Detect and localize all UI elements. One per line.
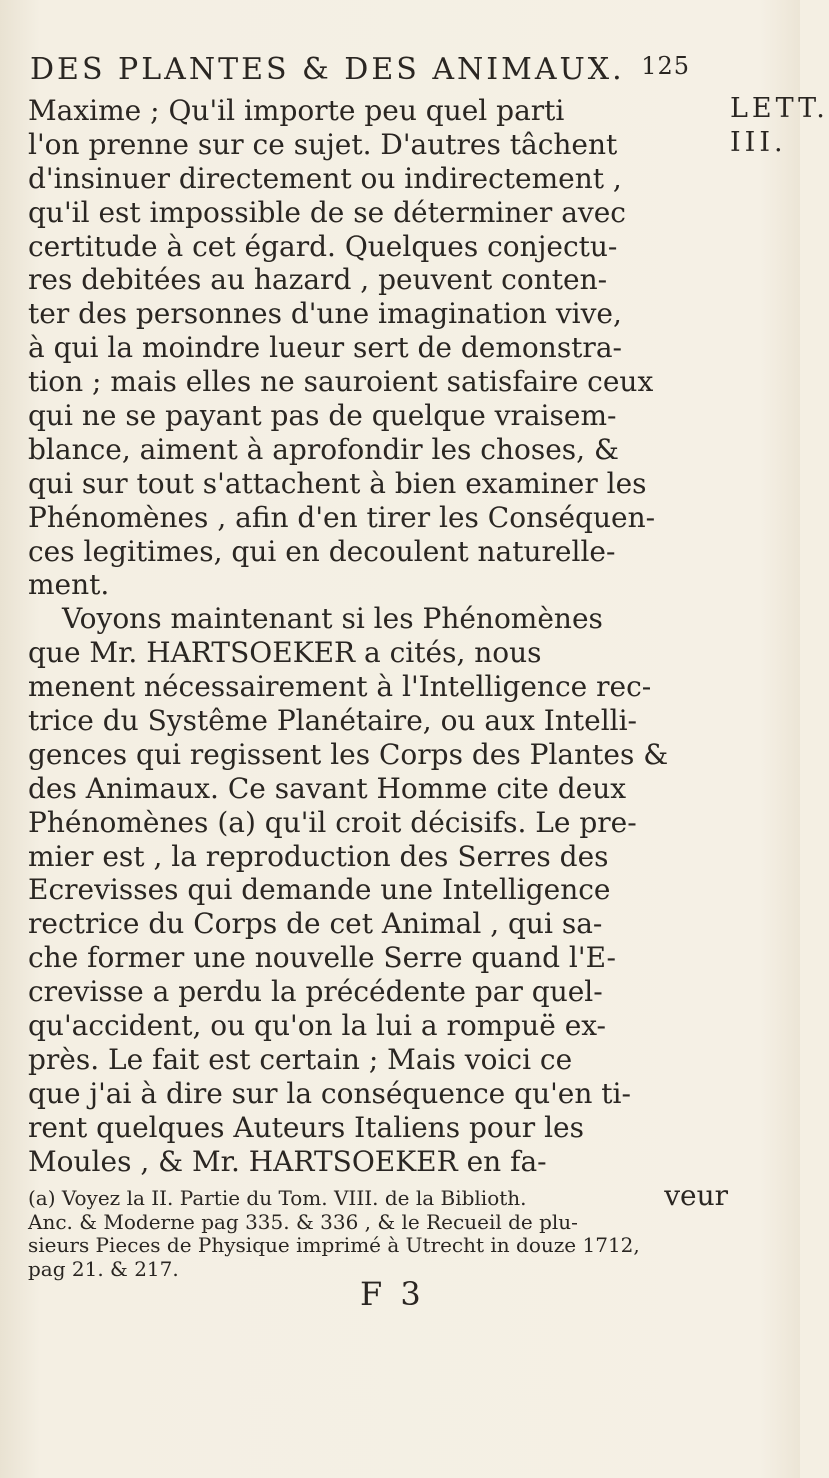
running-head-title: DES PLANTES & DES ANIMAUX. (30, 52, 625, 87)
text-line: gences qui regissent les Corps des Plantes & (28, 737, 669, 771)
footnote-line: sieurs Pieces de Physique imprimé à Utrecht in douze 1712, (28, 1233, 640, 1257)
text-line: certitude à cet égard. Quelques conjectu- (28, 229, 618, 263)
text-line: qu'il est impossible de se déterminer avec (28, 195, 626, 229)
text-line: près. Le fait est certain ; Mais voici ce (28, 1042, 573, 1076)
footnote (28, 1187, 728, 1281)
body-text (28, 94, 728, 1212)
text-line: Maxime ; Qu'il importe peu quel parti (28, 94, 565, 127)
footnote-line: pag 21. & 217. (28, 1256, 179, 1281)
text-line: qui sur tout s'attachent à bien examiner les (28, 466, 647, 500)
text-line: des Animaux. Ce savant Homme cite deux (28, 771, 627, 805)
text-line: que Mr. HARTSOEKER a cités, nous (28, 636, 542, 670)
margin-note-line: III. (730, 126, 787, 158)
text-line: blance, aiment à aprofondir les choses, & (28, 432, 619, 466)
text-line: ter des personnes d'une imagination vive, (28, 297, 622, 331)
margin-note (730, 92, 829, 160)
text-line: Phénomènes , afin d'en tirer les Conséquen- (28, 500, 656, 534)
text-line: qu'accident, ou qu'on la lui a rompuë ex- (28, 1009, 607, 1043)
text-line: l'on prenne sur ce sujet. D'autres tâchent (28, 127, 618, 161)
running-head (30, 52, 690, 87)
signature-mark: F 3 (360, 1275, 425, 1313)
text-line: ment. (28, 568, 110, 602)
catchword: veur (664, 1178, 728, 1212)
text-line: à qui la moindre lueur sert de demonstra- (28, 331, 622, 365)
footnote-line: Anc. & Moderne pag 335. & 336 , & le Recueil de plu- (28, 1209, 578, 1234)
text-line: rent quelques Auteurs Italiens pour les (28, 1110, 584, 1144)
text-line: Voyons maintenant si les Phénomènes (62, 602, 603, 636)
text-line: d'insinuer directement ou indirectement , (28, 161, 622, 195)
text-line: menent nécessairement à l'Intelligence rec- (28, 670, 652, 704)
text-line: ces legitimes, qui en decoulent naturelle- (28, 534, 616, 568)
text-line: rectrice du Corps de cet Animal , qui sa- (28, 907, 603, 941)
text-line: tion ; mais elles ne sauroient satisfaire ceux (28, 365, 654, 399)
text-line: Ecrevisses qui demande une Intelligence (28, 873, 611, 907)
text-line: Phénomènes (a) qu'il croit décisifs. Le pre- (28, 805, 637, 839)
margin-note-line: LETT. (730, 93, 829, 124)
text-line: Moules , & Mr. HARTSOEKER en fa- (28, 1144, 547, 1178)
text-line: que j'ai à dire sur la conséquence qu'en ti- (28, 1076, 631, 1110)
text-line: mier est , la reproduction des Serres des (28, 839, 609, 873)
text-line: qui ne se payant pas de quelque vraisem- (28, 399, 617, 433)
text-line: crevisse a perdu la précédente par quel- (28, 975, 603, 1009)
text-line: trice du Systême Planétaire, ou aux Intelli- (28, 704, 638, 738)
footnote-line: (a) Voyez la II. Partie du Tom. VIII. de la Biblioth. (28, 1186, 527, 1210)
text-line: res debitées au hazard , peuvent conten- (28, 263, 608, 297)
text-line: che former une nouvelle Serre quand l'E- (28, 941, 616, 975)
page-number: 125 (641, 52, 690, 80)
